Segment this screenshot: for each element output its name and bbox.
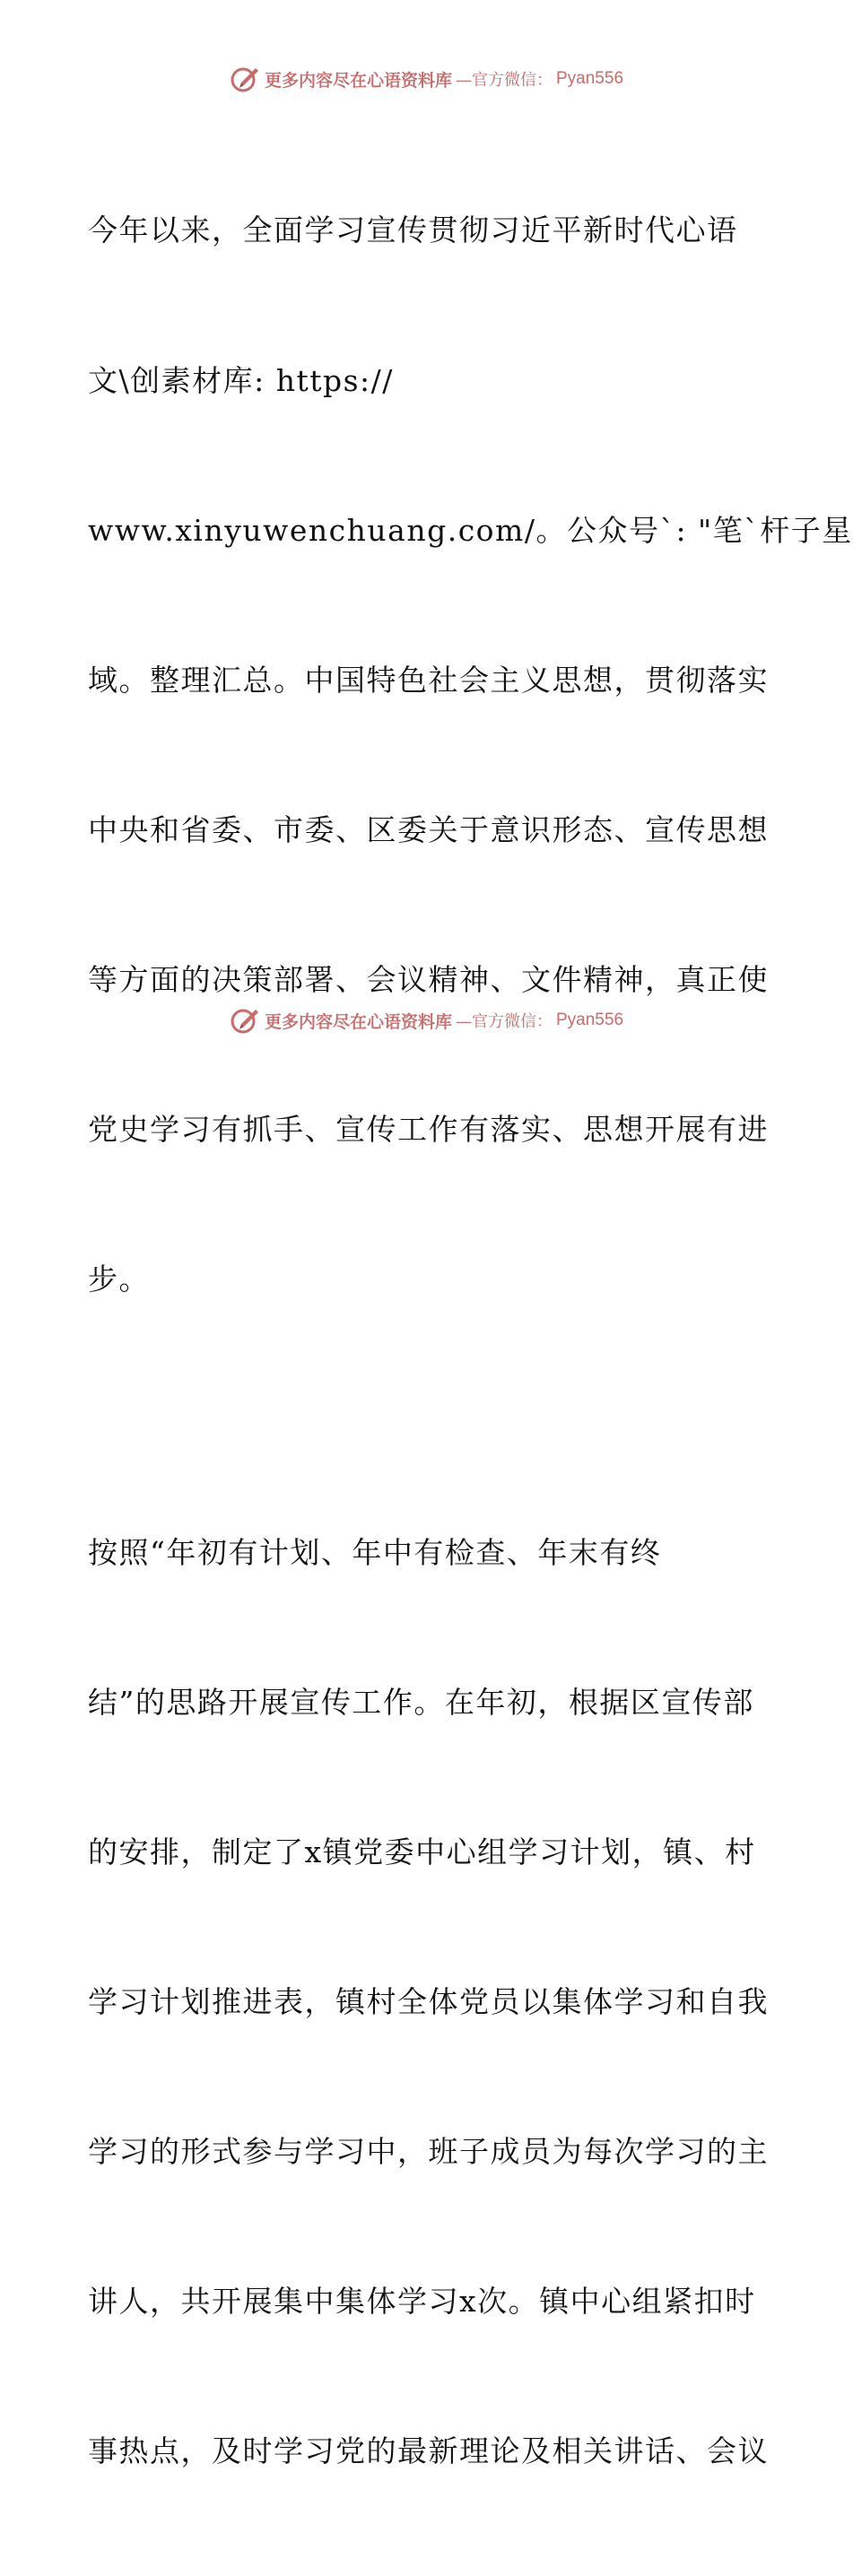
footer-banner	[0, 1004, 852, 1036]
paragraph-line: www.xinyuwenchuang.com/。公众号`: "笔`杆子星	[88, 512, 853, 548]
pen-nib-logo-icon	[229, 1004, 261, 1036]
paragraph-line: 学习的形式参与学习中，班子成员为每次学习的主	[88, 2134, 769, 2170]
header-banner	[0, 63, 852, 95]
paragraph-line: 等方面的决策部署、会议精神、文件精神，真正使	[88, 961, 769, 997]
pen-nib-logo-icon	[229, 63, 261, 95]
footer-banner-title: 更多内容尽在心语资料库	[264, 1011, 452, 1032]
header-banner-title: 更多内容尽在心语资料库	[264, 70, 452, 91]
paragraph-line: 事热点，及时学习党的最新理论及相关讲话、会议	[88, 2433, 769, 2469]
paragraph-line: 中央和省委、市委、区委关于意识形态、宣传思想	[88, 811, 769, 847]
paragraph-line: 按照“年初有计划、年中有检查、年末有终	[88, 1534, 662, 1570]
paragraph-line: 的安排，制定了x镇党委中心组学习计划，镇、村	[88, 1834, 756, 1869]
paragraph-line: 讲人，共开展集中集体学习x次。镇中心组紧扣时	[88, 2284, 756, 2320]
paragraph-line: 今年以来，全面学习宣传贯彻习近平新时代心语	[88, 212, 738, 248]
paragraph-line: 学习计划推进表，镇村全体党员以集体学习和自我	[88, 1984, 769, 2020]
footer-banner-sub: —官方微信：	[456, 1012, 553, 1031]
paragraph-line: 结”的思路开展宣传工作。在年初，根据区宣传部	[88, 1684, 754, 1720]
paragraph-line: 文\创素材库: https://	[88, 362, 394, 398]
document-body	[88, 106, 853, 2576]
paragraph-line: 域。整理汇总。中国特色社会主义思想，贯彻落实	[88, 662, 769, 698]
header-banner-sub: —官方微信：	[456, 71, 553, 90]
paragraph-line: 步。	[88, 1262, 150, 1297]
paragraph-2	[88, 1427, 769, 2576]
header-banner-handle: Pyan556	[556, 69, 624, 88]
footer-banner-handle: Pyan556	[556, 1010, 624, 1029]
paragraph-line: 党史学习有抓手、宣传工作有落实、思想开展有进	[88, 1112, 769, 1148]
paragraph-1	[88, 106, 853, 1404]
